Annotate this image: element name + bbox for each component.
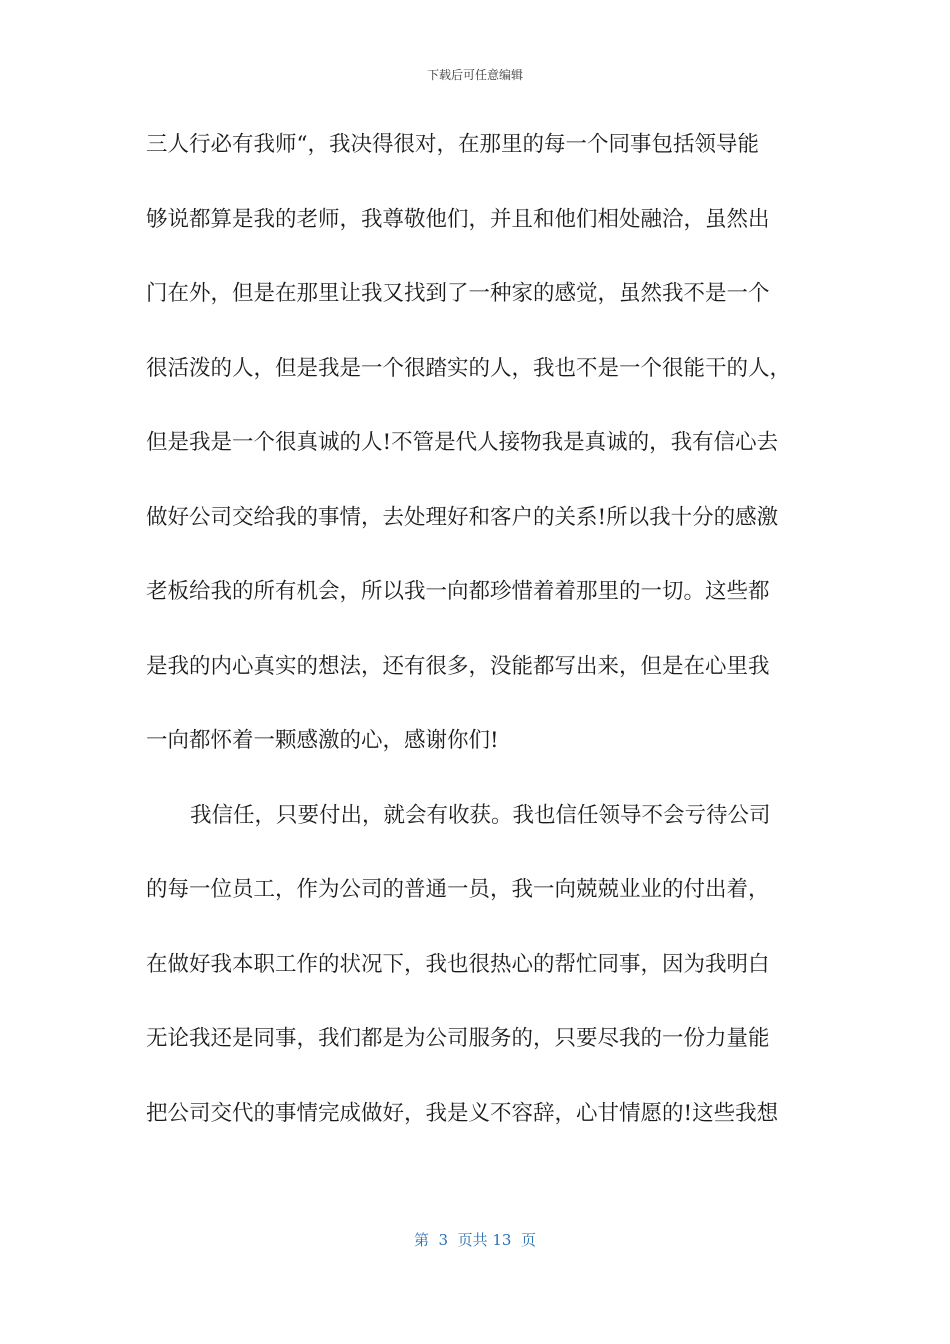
paragraph-start-line: 我信任，只要付出，就会有收获。我也信任领导不会亏待公司 bbox=[190, 802, 771, 828]
text-line: 的每一位员工，作为公司的普通一员，我一向兢兢业业的付出着， bbox=[146, 877, 770, 902]
text-line: 老板给我的所有机会，所以我一向都珍惜着着那里的一切。这些都 bbox=[146, 579, 770, 604]
document-body bbox=[146, 125, 816, 1168]
text-line: 门在外，但是在那里让我又找到了一种家的感觉，虽然我不是一个 bbox=[146, 281, 770, 306]
text-line: 是我的内心真实的想法，还有很多，没能都写出来，但是在心里我 bbox=[146, 653, 770, 679]
text-line: 但是我是一个很真诚的人!不管是代人接物我是真诚的，我有信心去 bbox=[146, 430, 779, 455]
page-number-footer: 第 3 页共 13 页 bbox=[413, 1231, 536, 1249]
text-line: 做好公司交给我的事情，去处理好和客户的关系!所以我十分的感激 bbox=[146, 504, 779, 530]
text-line: 无论我还是同事，我们都是为公司服务的，只要尽我的一份力量能 bbox=[146, 1026, 770, 1051]
text-line: 很活泼的人，但是我是一个很踏实的人，我也不是一个很能干的人， bbox=[146, 355, 792, 381]
text-line: 够说都算是我的老师，我尊敬他们，并且和他们相处融洽，虽然出 bbox=[146, 206, 770, 232]
text-line: 在做好我本职工作的状况下，我也很热心的帮忙同事，因为我明白 bbox=[146, 951, 770, 977]
text-line: 一向都怀着一颗感激的心，感谢你们! bbox=[146, 728, 499, 753]
text-line: 三人行必有我师“，我决得很对，在那里的每一个同事包括领导能 bbox=[146, 132, 759, 157]
text-line: 把公司交代的事情完成做好，我是义不容辞，心甘情愿的!这些我想 bbox=[146, 1100, 779, 1126]
page-header: 下载后可任意编辑 bbox=[426, 68, 523, 82]
